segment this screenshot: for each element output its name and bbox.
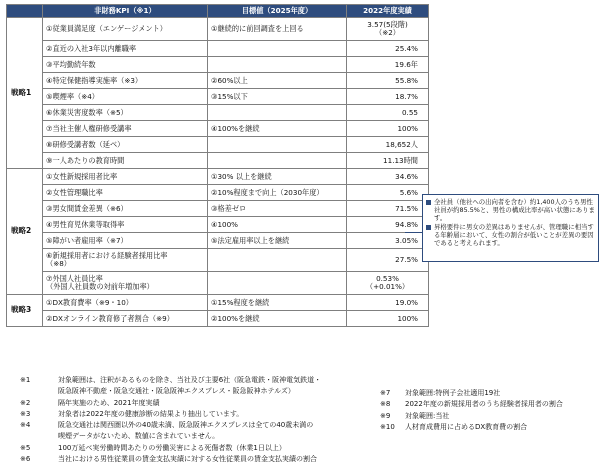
footnote (380, 422, 563, 433)
footnote (20, 431, 321, 442)
value-cell: 0.55 (347, 105, 429, 121)
target-cell (208, 249, 347, 272)
table-row (7, 217, 429, 233)
footnote-text: 100万延べ実労働時間あたりの労働災害による死傷者数（休業1日以上） (58, 443, 286, 452)
value-cell: 100% (347, 121, 429, 137)
table-row (7, 311, 429, 327)
value-cell: 5.6% (347, 185, 429, 201)
target-cell: ④100% (208, 217, 347, 233)
table-row (7, 272, 429, 295)
footnote (20, 375, 321, 386)
footnote-mark: ※1 (20, 376, 31, 384)
value-cell: 25.4% (347, 41, 429, 57)
kpi-cell: ⑥新規採用者における経験者採用比率 （※8） (43, 249, 208, 272)
footnote (380, 411, 563, 422)
target-cell: ①継続的に前回調査を上回る (208, 18, 347, 41)
footnote (380, 399, 563, 410)
kpi-cell: ⑦外国人社員比率 （外国人社員数の対前年増加率） (43, 272, 208, 295)
footnotes-left (20, 375, 321, 465)
footnote (20, 409, 321, 420)
footnote (20, 386, 321, 397)
table-row (7, 169, 429, 185)
value-cell: 55.8% (347, 73, 429, 89)
target-cell (208, 153, 347, 169)
table-row (7, 201, 429, 217)
kpi-cell: ①女性新規採用者比率 (43, 169, 208, 185)
note-text: 全社員（他社への出向者を含む）約1,400人のうち男性社員が約85.5%と、男性の構成比率が高い状態にあります。 (434, 198, 595, 223)
table-row (7, 89, 429, 105)
strategy-label: 戦略3 (7, 295, 43, 327)
note-text: 昇格要件に男女の差異はありませんが、管理職に相当する年齢層において、女性の割合が低いことが差異の要因であると考えられます。 (434, 222, 594, 247)
footnote-mark (20, 431, 58, 442)
table-row (7, 185, 429, 201)
value-cell: 3.05% (347, 233, 429, 249)
value-cell: 19.6年 (347, 57, 429, 73)
value-cell: 71.5% (347, 201, 429, 217)
footnote-mark: ※5 (20, 443, 31, 452)
kpi-cell: ⑧研修受講者数（延べ） (43, 137, 208, 153)
gender-pay-note (422, 194, 599, 262)
square-bullet-icon (426, 225, 431, 230)
target-cell: ①15%程度を継続 (208, 295, 347, 311)
kpi-cell: ⑨一人あたりの教育時間 (43, 153, 208, 169)
target-cell: ③格差ゼロ (208, 201, 347, 217)
footnote-mark: ※2 (20, 398, 31, 407)
footnote-text: 喫煙データがないため、数値に含まれていません。 (58, 432, 220, 441)
footnote (20, 420, 321, 431)
header-result: 2022年度実績 (347, 5, 429, 18)
value-cell: 3.57(5段階) （※2） (347, 18, 429, 41)
footnote-mark: ※6 (20, 455, 31, 464)
kpi-cell: ②女性管理職比率 (43, 185, 208, 201)
footnote-mark: ※7 (380, 389, 391, 397)
table-body (7, 18, 429, 327)
value-cell: 0.53% （+0.01%） (347, 272, 429, 295)
table-row (7, 73, 429, 89)
header-target: 目標値（2025年度） (208, 5, 347, 18)
target-cell: ⑤法定雇用率以上を継続 (208, 233, 347, 249)
kpi-cell: ②DXオンライン教育修了者割合（※9） (43, 311, 208, 327)
kpi-cell: ①DX教育費率（※9・10） (43, 295, 208, 311)
target-cell (208, 272, 347, 295)
kpi-cell: ③男女間賃金差異（※6） (43, 201, 208, 217)
footnote-text: 対象範囲:特例子会社適用19社 (405, 389, 501, 397)
table-row (7, 41, 429, 57)
kpi-cell: ⑦当社主催人権研修受講率 (43, 121, 208, 137)
value-cell: 11.13時間 (347, 153, 429, 169)
footnote (20, 454, 321, 465)
note-bullet (426, 198, 595, 223)
table-row (7, 105, 429, 121)
header-kpi: 非財務KPI（※1） (43, 5, 208, 18)
target-cell: ②60%以上 (208, 73, 347, 89)
value-cell: 18.7% (347, 89, 429, 105)
table-row (7, 57, 429, 73)
footnote-text: 隔年実施のため、2021年度実績 (58, 398, 160, 407)
table-row (7, 249, 429, 272)
square-bullet-icon (426, 200, 431, 205)
footnote-mark: ※4 (20, 421, 31, 430)
kpi-cell: ④男性育児休業等取得率 (43, 217, 208, 233)
table-row (7, 137, 429, 153)
target-cell (208, 105, 347, 121)
strategy-label: 戦略2 (7, 169, 43, 295)
target-cell: ②100%を継続 (208, 311, 347, 327)
table-row (7, 233, 429, 249)
footnote (20, 398, 321, 409)
table-header-row (7, 5, 429, 18)
target-cell: ④100%を継続 (208, 121, 347, 137)
header-strategy (7, 5, 43, 18)
footnote-mark: ※3 (20, 409, 31, 418)
kpi-cell: ②直近の入社3年以内離職率 (43, 41, 208, 57)
callout-connector (405, 232, 423, 233)
value-cell: 100% (347, 311, 429, 327)
footnote-mark (20, 386, 58, 397)
kpi-cell: ①従業員満足度（エンゲージメント） (43, 18, 208, 41)
kpi-cell: ③平均勤続年数 (43, 57, 208, 73)
kpi-cell: ⑥休業災害度数率（※5） (43, 105, 208, 121)
value-cell: 27.5% (347, 249, 429, 272)
footnote (20, 443, 321, 454)
target-cell (208, 57, 347, 73)
footnote-text: 阪急阪神不動産・阪急交通社・阪急阪神エクスプレス・阪急阪神ホテルズ） (58, 387, 295, 396)
value-cell: 19.0% (347, 295, 429, 311)
value-cell: 94.8% (347, 217, 429, 233)
value-cell: 18,652人 (347, 137, 429, 153)
kpi-cell: ⑤障がい者雇用率（※7） (43, 233, 208, 249)
footnote-mark: ※10 (380, 422, 395, 431)
table-row (7, 295, 429, 311)
footnote-text: 阪急交通社は関西圏以外の40歳未満、阪急阪神エクスプレスは全ての40歳未満の (58, 421, 314, 430)
footnote-text: 対象範囲:当社 (405, 411, 450, 420)
footnote-text: 対象者は2022年度の健康診断の結果より抽出しています。 (58, 409, 244, 418)
target-cell (208, 137, 347, 153)
target-cell: ①30% 以上を継続 (208, 169, 347, 185)
footnote-mark: ※9 (380, 411, 391, 420)
target-cell: ③15%以下 (208, 89, 347, 105)
footnotes-right (380, 388, 563, 433)
table-row (7, 121, 429, 137)
footnote-text: 対象範囲は、注釈があるものを除き、当社及び主要6社（阪急電鉄・阪神電気鉄道・ (58, 376, 322, 384)
value-cell: 34.6% (347, 169, 429, 185)
target-cell (208, 41, 347, 57)
target-cell: ②10%程度まで向上（2030年度） (208, 185, 347, 201)
kpi-table (6, 4, 429, 327)
footnote-text: 当社における男性従業員の賃金支払実績に対する女性従業員の賃金支払実績の割合 (58, 455, 317, 464)
kpi-cell: ⑤喫煙率（※4） (43, 89, 208, 105)
table-row (7, 153, 429, 169)
strategy-label: 戦略1 (7, 18, 43, 169)
note-bullet (426, 223, 595, 248)
table-row (7, 18, 429, 41)
kpi-cell: ④特定保健指導実施率（※3） (43, 73, 208, 89)
footnote-text: 人材育成費用に占めるDX教育費の割合 (405, 422, 528, 431)
footnote-text: 2022年度の新規採用者のうち経験者採用者の割合 (405, 400, 563, 409)
footnote (380, 388, 563, 399)
footnote-mark: ※8 (380, 400, 391, 409)
